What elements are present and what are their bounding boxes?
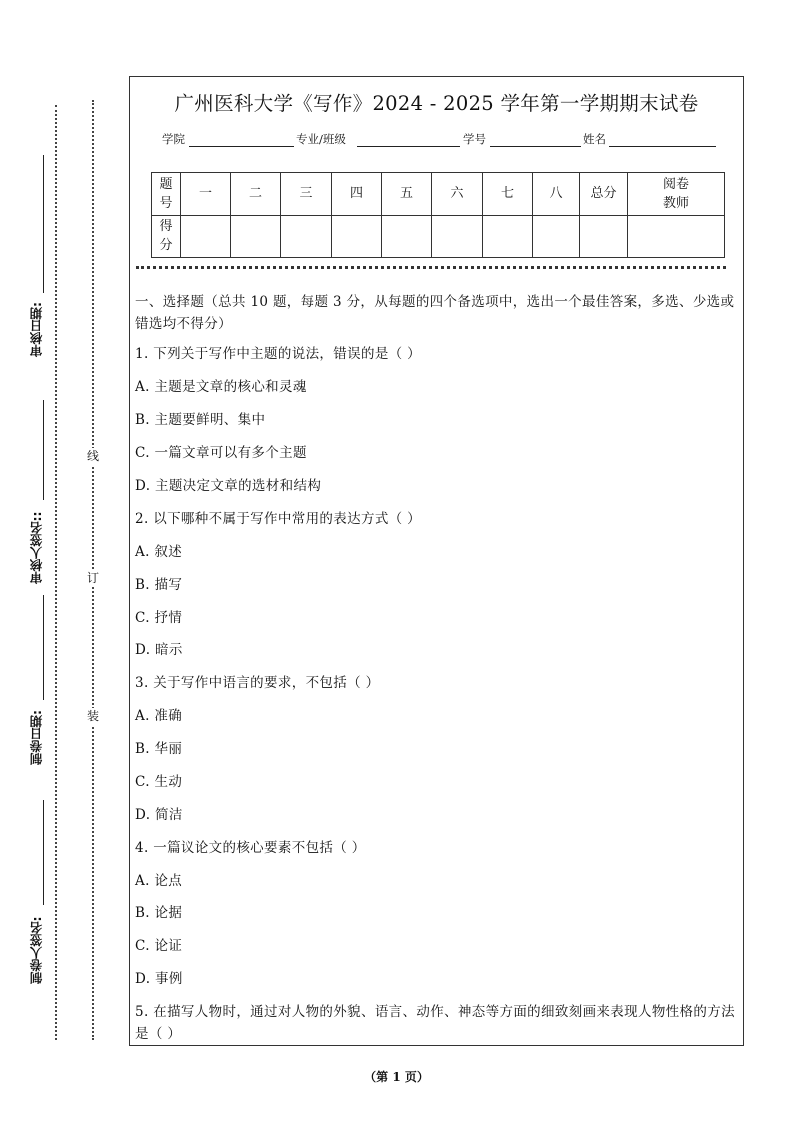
section-heading: 一、选择题（总共 10 题，每题 3 分，从每题的四个备选项中，选出一个最佳答案，多选、少选或错选均不得分） — [135, 294, 735, 332]
option-4b: B. 论据 — [135, 905, 183, 921]
option-1a: A. 主题是文章的核心和灵魂 — [135, 379, 307, 395]
option-3d: D. 简洁 — [135, 807, 183, 823]
maker-signature-label: 制卷人签名: — [29, 916, 44, 984]
question-1: 1. 下列关于写作中主题的说法，错误的是（ ） — [135, 346, 422, 362]
column-header: 四 — [332, 173, 382, 216]
column-header: 八 — [533, 173, 580, 216]
maker-date-label: 制卷日期: — [29, 710, 44, 766]
major-class-label: 专业/班级 — [296, 132, 346, 146]
column-header: 五 — [382, 173, 432, 216]
option-3b: B. 华丽 — [135, 741, 183, 757]
exam-title: 广州医科大学《写作》2024 - 2025 学年第一学期期末试卷 — [174, 92, 699, 115]
college-field[interactable] — [189, 146, 294, 147]
reviewer-signature-label: 审核人签名:: — [29, 511, 44, 585]
score-cell[interactable] — [281, 215, 332, 258]
option-2d: D. 暗示 — [135, 642, 183, 658]
score-cell[interactable] — [382, 215, 432, 258]
binding-char-zhuang: 装 — [86, 709, 99, 723]
option-4d: D. 事例 — [135, 971, 183, 987]
score-cell[interactable] — [231, 215, 281, 258]
major-class-field[interactable] — [357, 146, 460, 147]
column-header-total: 总分 — [580, 173, 628, 216]
question-3: 3. 关于写作中语言的要求，不包括（ ） — [135, 675, 380, 691]
column-header: 三 — [281, 173, 332, 216]
column-header: 二 — [231, 173, 281, 216]
option-1b: B. 主题要鲜明、集中 — [135, 412, 266, 428]
name-field[interactable] — [609, 146, 716, 147]
student-id-label: 学号 — [463, 132, 486, 146]
option-2b: B. 描写 — [135, 577, 183, 593]
option-4c: C. 论证 — [135, 938, 183, 954]
binding-char-ding: 订 — [86, 571, 99, 585]
page-number: （第 1 页） — [364, 1070, 429, 1084]
score-cell[interactable] — [181, 215, 231, 258]
option-2c: C. 抒情 — [135, 610, 183, 626]
reviewer-date-label: 审核日期: — [29, 302, 44, 358]
reviewer-signature-line — [43, 400, 44, 500]
score-cell-grader[interactable] — [628, 215, 725, 258]
option-4a: A. 论点 — [135, 873, 183, 889]
question-4: 4. 一篇议论文的核心要素不包括（ ） — [135, 840, 366, 856]
reviewer-date-line — [43, 155, 44, 293]
option-2a: A. 叙述 — [135, 544, 183, 560]
column-header: 六 — [432, 173, 483, 216]
score-cell[interactable] — [533, 215, 580, 258]
maker-date-line — [43, 595, 44, 700]
question-2: 2. 以下哪种不属于写作中常用的表达方式（ ） — [135, 511, 422, 527]
section-separator — [136, 266, 726, 269]
score-cell[interactable] — [483, 215, 533, 258]
question-5: 5. 在描写人物时，通过对人物的外貌、语言、动作、神态等方面的细致刻画来表现人物性格的方法是（ ） — [135, 1004, 735, 1042]
score-table — [151, 172, 725, 258]
binding-char-line: 线 — [86, 449, 99, 463]
row-head-question-number: 题 号 — [152, 173, 181, 216]
name-label: 姓名 — [583, 132, 606, 146]
column-header-grader: 阅卷 教师 — [628, 173, 725, 216]
score-cell-total[interactable] — [580, 215, 628, 258]
student-id-field[interactable] — [490, 146, 581, 147]
college-label: 学院 — [162, 132, 185, 146]
score-cell[interactable] — [332, 215, 382, 258]
row-head-score: 得 分 — [152, 215, 181, 258]
option-1c: C. 一篇文章可以有多个主题 — [135, 445, 307, 461]
maker-signature-line — [43, 800, 44, 905]
column-header: 一 — [181, 173, 231, 216]
option-3a: A. 准确 — [135, 708, 183, 724]
column-header: 七 — [483, 173, 533, 216]
score-cell[interactable] — [432, 215, 483, 258]
binding-dotted-line-outer — [55, 105, 57, 1040]
option-1d: D. 主题决定文章的选材和结构 — [135, 478, 322, 494]
option-3c: C. 生动 — [135, 774, 183, 790]
